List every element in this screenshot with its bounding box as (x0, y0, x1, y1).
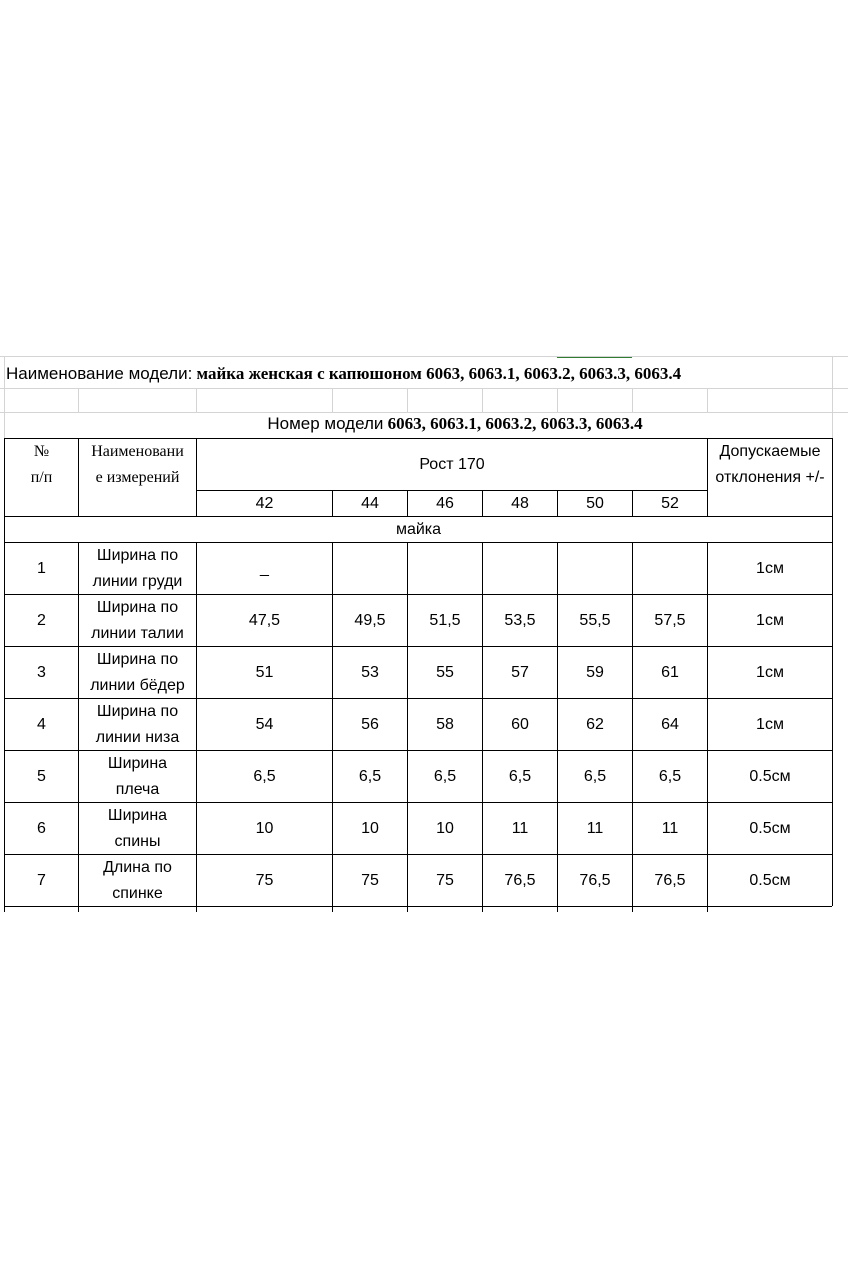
size-header-48: 48 (511, 494, 529, 512)
row-value: 47,5 (248, 611, 281, 629)
table-border (832, 542, 833, 906)
row-measurement (79, 855, 196, 906)
row-num: 4 (37, 715, 46, 733)
row-value: 6,5 (358, 767, 382, 785)
row-num: 7 (37, 871, 46, 889)
row-measurement (79, 543, 196, 594)
row-num: 1 (37, 559, 46, 577)
model-number-line (78, 414, 832, 438)
row-value: 58 (436, 715, 454, 733)
row-num: 5 (37, 767, 46, 785)
header-tolerance-line-2: отклонения +/- (715, 469, 825, 486)
header-num (5, 439, 78, 491)
header-measurement (79, 439, 196, 491)
row-value (333, 543, 407, 594)
model-number-value: 6063, 6063.1, 6063.2, 6063.3, 6063.4 (387, 414, 643, 433)
row-measurement (79, 595, 196, 646)
sheet-gridline (482, 388, 483, 412)
sheet-gridline (4, 412, 5, 438)
row-tolerance: 1см (756, 663, 784, 681)
row-value: 76,5 (579, 871, 611, 889)
row-value: 61 (661, 663, 679, 681)
header-measurement-line-2: е измерений (95, 469, 180, 486)
row-measurement-line-2: линии низа (95, 728, 180, 746)
row-value: 6,5 (433, 767, 457, 785)
sheet-gridline (707, 388, 708, 412)
row-measurement-line-1: Ширина по (96, 702, 179, 720)
row-measurement-line-2: спины (114, 832, 161, 850)
table-border (482, 906, 483, 912)
row-value: 76,5 (654, 871, 686, 889)
row-value: 6,5 (508, 767, 532, 785)
row-value: 49,5 (354, 611, 386, 629)
row-value: 53,5 (504, 611, 536, 629)
row-measurement-line-2: линии груди (92, 572, 183, 590)
row-value (483, 543, 557, 594)
sheet-gridline (407, 388, 408, 412)
header-height: Рост 170 (419, 455, 485, 473)
row-measurement-line-2: линии бёдер (90, 676, 185, 694)
model-name-line (6, 364, 681, 386)
row-value: 60 (511, 715, 529, 733)
sheet-gridline (0, 412, 848, 413)
row-measurement-line-2: спинке (112, 884, 163, 902)
row-tolerance: 1см (756, 715, 784, 733)
row-value (408, 543, 482, 594)
size-header-50: 50 (586, 494, 604, 512)
row-value: 57,5 (654, 611, 686, 629)
row-measurement-line-1: Ширина по (96, 546, 179, 564)
row-value: 10 (255, 819, 274, 837)
row-measurement (79, 699, 196, 750)
row-measurement-line-1: Ширина (107, 806, 168, 824)
row-value: 51,5 (429, 611, 461, 629)
header-measurement-line-1: Наименовани (91, 443, 184, 460)
row-value: 75 (255, 871, 274, 889)
row-measurement-line-1: Длина по (103, 858, 172, 876)
sheet-gridline (832, 356, 833, 438)
header-tolerance-line-1: Допускаемые (719, 443, 821, 460)
table-border (407, 906, 408, 912)
header-num-line-1: № (33, 443, 50, 460)
row-value: 11 (511, 819, 529, 837)
row-value: 10 (436, 819, 454, 837)
sheet-gridline (332, 388, 333, 412)
row-value: 6,5 (253, 767, 276, 785)
table-border (196, 906, 197, 912)
row-num: 2 (37, 611, 46, 629)
row-measurement-line-2: плеча (115, 780, 160, 798)
row-value: 11 (661, 819, 679, 837)
size-header-52: 52 (661, 494, 679, 512)
row-value: 54 (255, 715, 274, 733)
row-value: 75 (361, 871, 379, 889)
row-value: 75 (436, 871, 454, 889)
row-num: 3 (37, 663, 46, 681)
table-border (707, 906, 708, 912)
row-value: 11 (586, 819, 604, 837)
table-border (78, 906, 79, 912)
size-header-44: 44 (361, 494, 379, 512)
row-value: 64 (661, 715, 679, 733)
row-value: 51 (255, 663, 274, 681)
row-measurement-line-1: Ширина по (96, 598, 179, 616)
row-value: 53 (361, 663, 379, 681)
row-value: 10 (361, 819, 379, 837)
row-tolerance: 0.5см (749, 767, 791, 785)
row-measurement-line-1: Ширина (107, 754, 168, 772)
row-measurement (79, 751, 196, 802)
sheet-gridline (196, 388, 197, 412)
table-border (332, 906, 333, 912)
size-header-42: 42 (255, 494, 274, 512)
sheet-gridline (557, 388, 558, 412)
model-number-label: Номер модели (267, 414, 384, 433)
row-value: 56 (361, 715, 379, 733)
header-num-line-2: п/п (30, 469, 53, 486)
row-num: 6 (37, 819, 46, 837)
row-value (558, 543, 632, 594)
sheet-gridline (0, 388, 848, 389)
row-measurement-line-1: Ширина по (96, 650, 179, 668)
sheet-gridline (632, 388, 633, 412)
row-value: 55,5 (579, 611, 611, 629)
size-header-46: 46 (436, 494, 454, 512)
row-value: _ (260, 559, 269, 577)
header-tolerance (708, 439, 832, 491)
table-border (632, 906, 633, 912)
section-title: майка (395, 520, 442, 538)
row-tolerance: 1см (756, 611, 784, 629)
row-value: 62 (586, 715, 604, 733)
model-name-value: майка женская с капюшоном 6063, 6063.1, 6063.2, 6063.3, 6063.4 (196, 364, 682, 383)
table-border (557, 906, 558, 912)
row-value: 55 (436, 663, 454, 681)
model-name-label: Наименование модели: (6, 364, 193, 383)
row-measurement (79, 803, 196, 854)
row-value: 57 (511, 663, 529, 681)
row-value: 59 (586, 663, 604, 681)
sheet-gridline (78, 388, 79, 412)
sheet-gridline (0, 356, 848, 357)
row-tolerance: 0.5см (749, 871, 791, 889)
row-measurement (79, 647, 196, 698)
row-value (633, 543, 707, 594)
row-value: 6,5 (658, 767, 682, 785)
row-value: 76,5 (504, 871, 536, 889)
row-measurement-line-2: линии талии (91, 624, 184, 642)
row-tolerance: 0.5см (749, 819, 791, 837)
row-value: 6,5 (583, 767, 607, 785)
row-tolerance: 1см (756, 559, 784, 577)
